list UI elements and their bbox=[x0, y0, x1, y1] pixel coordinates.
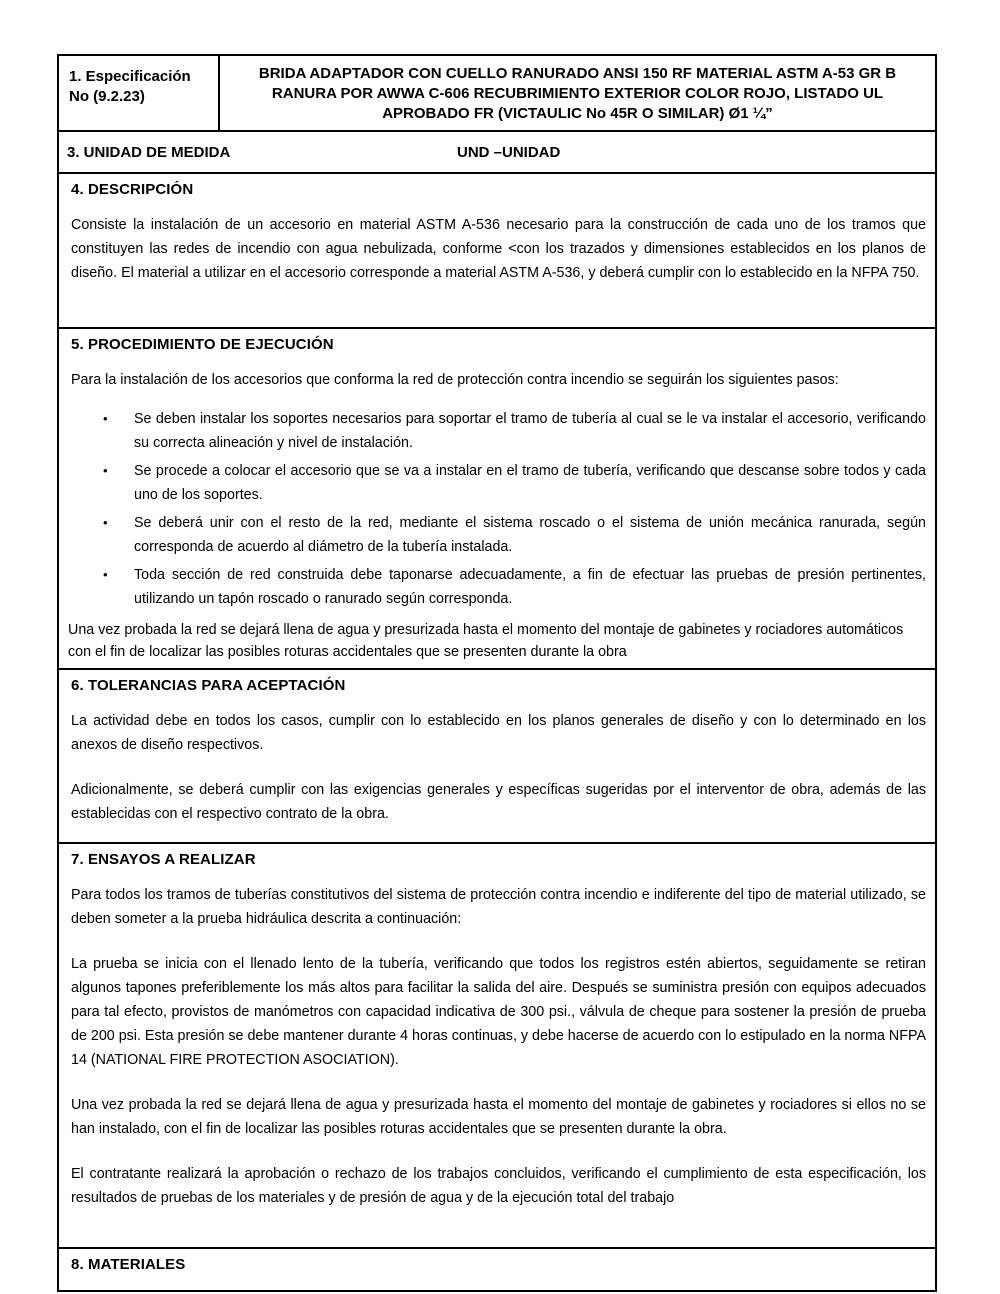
paragraph: Una vez probada la red se dejará llena de agua y presurizada hasta el momento del montaje de gabinetes y rociadores automáticos con el fin de localizar las posibles roturas accidentales que se presenten durante la obra bbox=[68, 622, 904, 660]
section-heading: 5. PROCEDIMIENTO DE EJECUCIÓN bbox=[71, 336, 334, 353]
paragraph: La prueba se inicia con el llenado lento de la tubería, verificando que todos los registros estén abiertos, seguidamente se retiran algunos tapones preferiblemente los más altos para facilitar la salida del aire. Después se suministra presión con equipos adecuados para tal efecto, provistos de manómetros con capacidad indicativa de 300 psi., válvula de cheque para sostener la presión de prueba de 200 psi. Esta presión se debe mantener durante 4 horas continuas, y debe hacerse de acuerdo con lo estipulado en la norma NFPA 14 (NATIONAL FIRE PROTECTION ASOCIATION). bbox=[71, 956, 926, 1068]
spec-number-cell: 1. Especificación No (9.2.23) bbox=[59, 56, 220, 130]
paragraph: El contratante realizará la aprobación o rechazo de los trabajos concluidos, verificando el cumplimiento de esta especificación, los resultados de pruebas de los materiales y de presión de agua y de la ejecución total del trabajo bbox=[71, 1166, 926, 1206]
unit-value: UND –UNIDAD bbox=[457, 143, 561, 161]
section-ensayos bbox=[59, 842, 935, 1247]
section-heading: 8. MATERIALES bbox=[71, 1256, 186, 1273]
bullet-item bbox=[103, 407, 926, 455]
bullet-text: Se procede a colocar el accesorio que se va a instalar en el tramo de tubería, verificando que descanse sobre todos y cada uno de los soportes. bbox=[134, 463, 926, 503]
section-tolerancias bbox=[59, 668, 935, 842]
spec-table bbox=[57, 54, 937, 1292]
bullet-item bbox=[103, 563, 926, 611]
paragraph: La actividad debe en todos los casos, cumplir con lo establecido en los planos generales de diseño y con lo determinado en los anexos de diseño respectivos. bbox=[71, 713, 926, 753]
bullet-text: Toda sección de red construida debe taponarse adecuadamente, a fin de efectuar las pruebas de presión pertinentes, utilizando un tapón roscado o ranurado según corresponda. bbox=[134, 567, 926, 607]
paragraph: Para todos los tramos de tuberías constitutivos del sistema de protección contra incendio e indiferente del tipo de material utilizado, se deben someter a la prueba hidráulica descrita a continuación: bbox=[71, 887, 926, 927]
section-heading: 4. DESCRIPCIÓN bbox=[71, 181, 194, 198]
section-descripcion bbox=[59, 172, 935, 327]
bullet-icon: • bbox=[103, 567, 108, 582]
bullet-icon: • bbox=[103, 411, 108, 426]
spec-title-cell: BRIDA ADAPTADOR CON CUELLO RANURADO ANSI 150 RF MATERIAL ASTM A-53 GR B RANURA POR AWWA C-606 RECUBRIMIENTO EXTERIOR COLOR ROJO, LISTADO UL APROBADO FR (VICTAULIC No 45R O SIMILAR) Ø1 ¼” bbox=[258, 65, 897, 122]
bullet-text: Se deberá unir con el resto de la red, mediante el sistema roscado o el sistema de unión mecánica ranurada, según corresponda de acuerdo al diámetro de la tubería instalada. bbox=[134, 515, 926, 555]
unit-row bbox=[59, 130, 935, 172]
bullet-list bbox=[71, 407, 926, 611]
paragraph: Una vez probada la red se dejará llena de agua y presurizada hasta el momento del montaje de gabinetes y rociadores si ellos no se han instalado, con el fin de localizar las posibles roturas accidentales que se presenten durante la obra. bbox=[71, 1097, 926, 1137]
section-heading: 6. TOLERANCIAS PARA ACEPTACIÓN bbox=[71, 677, 346, 694]
bullet-icon: • bbox=[103, 463, 108, 478]
section-procedimiento bbox=[59, 327, 935, 668]
bullet-text: Se deben instalar los soportes necesarios para soportar el tramo de tubería al cual se le va instalar el accesorio, verificando su correcta alineación y nivel de instalación. bbox=[134, 411, 926, 451]
paragraph: Para la instalación de los accesorios que conforma la red de protección contra incendio se seguirán los siguientes pasos: bbox=[71, 372, 839, 388]
paragraph: Adicionalmente, se deberá cumplir con las exigencias generales y específicas sugeridas por el interventor de obra, además de las establecidas con el respectivo contrato de la obra. bbox=[71, 782, 926, 822]
section-heading: 7. ENSAYOS A REALIZAR bbox=[71, 851, 256, 868]
bullet-icon: • bbox=[103, 515, 108, 530]
spec-header-row bbox=[59, 56, 935, 130]
section-materiales bbox=[59, 1247, 935, 1292]
paragraph: Consiste la instalación de un accesorio en material ASTM A-536 necesario para la construcción de cada uno de los tramos que constituyen las redes de incendio con agua nebulizada, conforme <con los trazados y dimensiones establecidos en los planos de diseño. El material a utilizar en el accesorio corresponde a material ASTM A-536, y deberá cumplir con lo establecido en la NFPA 750. bbox=[71, 217, 926, 281]
bullet-item bbox=[103, 511, 926, 559]
bullet-item bbox=[103, 459, 926, 507]
unit-label: 3. UNIDAD DE MEDIDA bbox=[67, 143, 231, 161]
